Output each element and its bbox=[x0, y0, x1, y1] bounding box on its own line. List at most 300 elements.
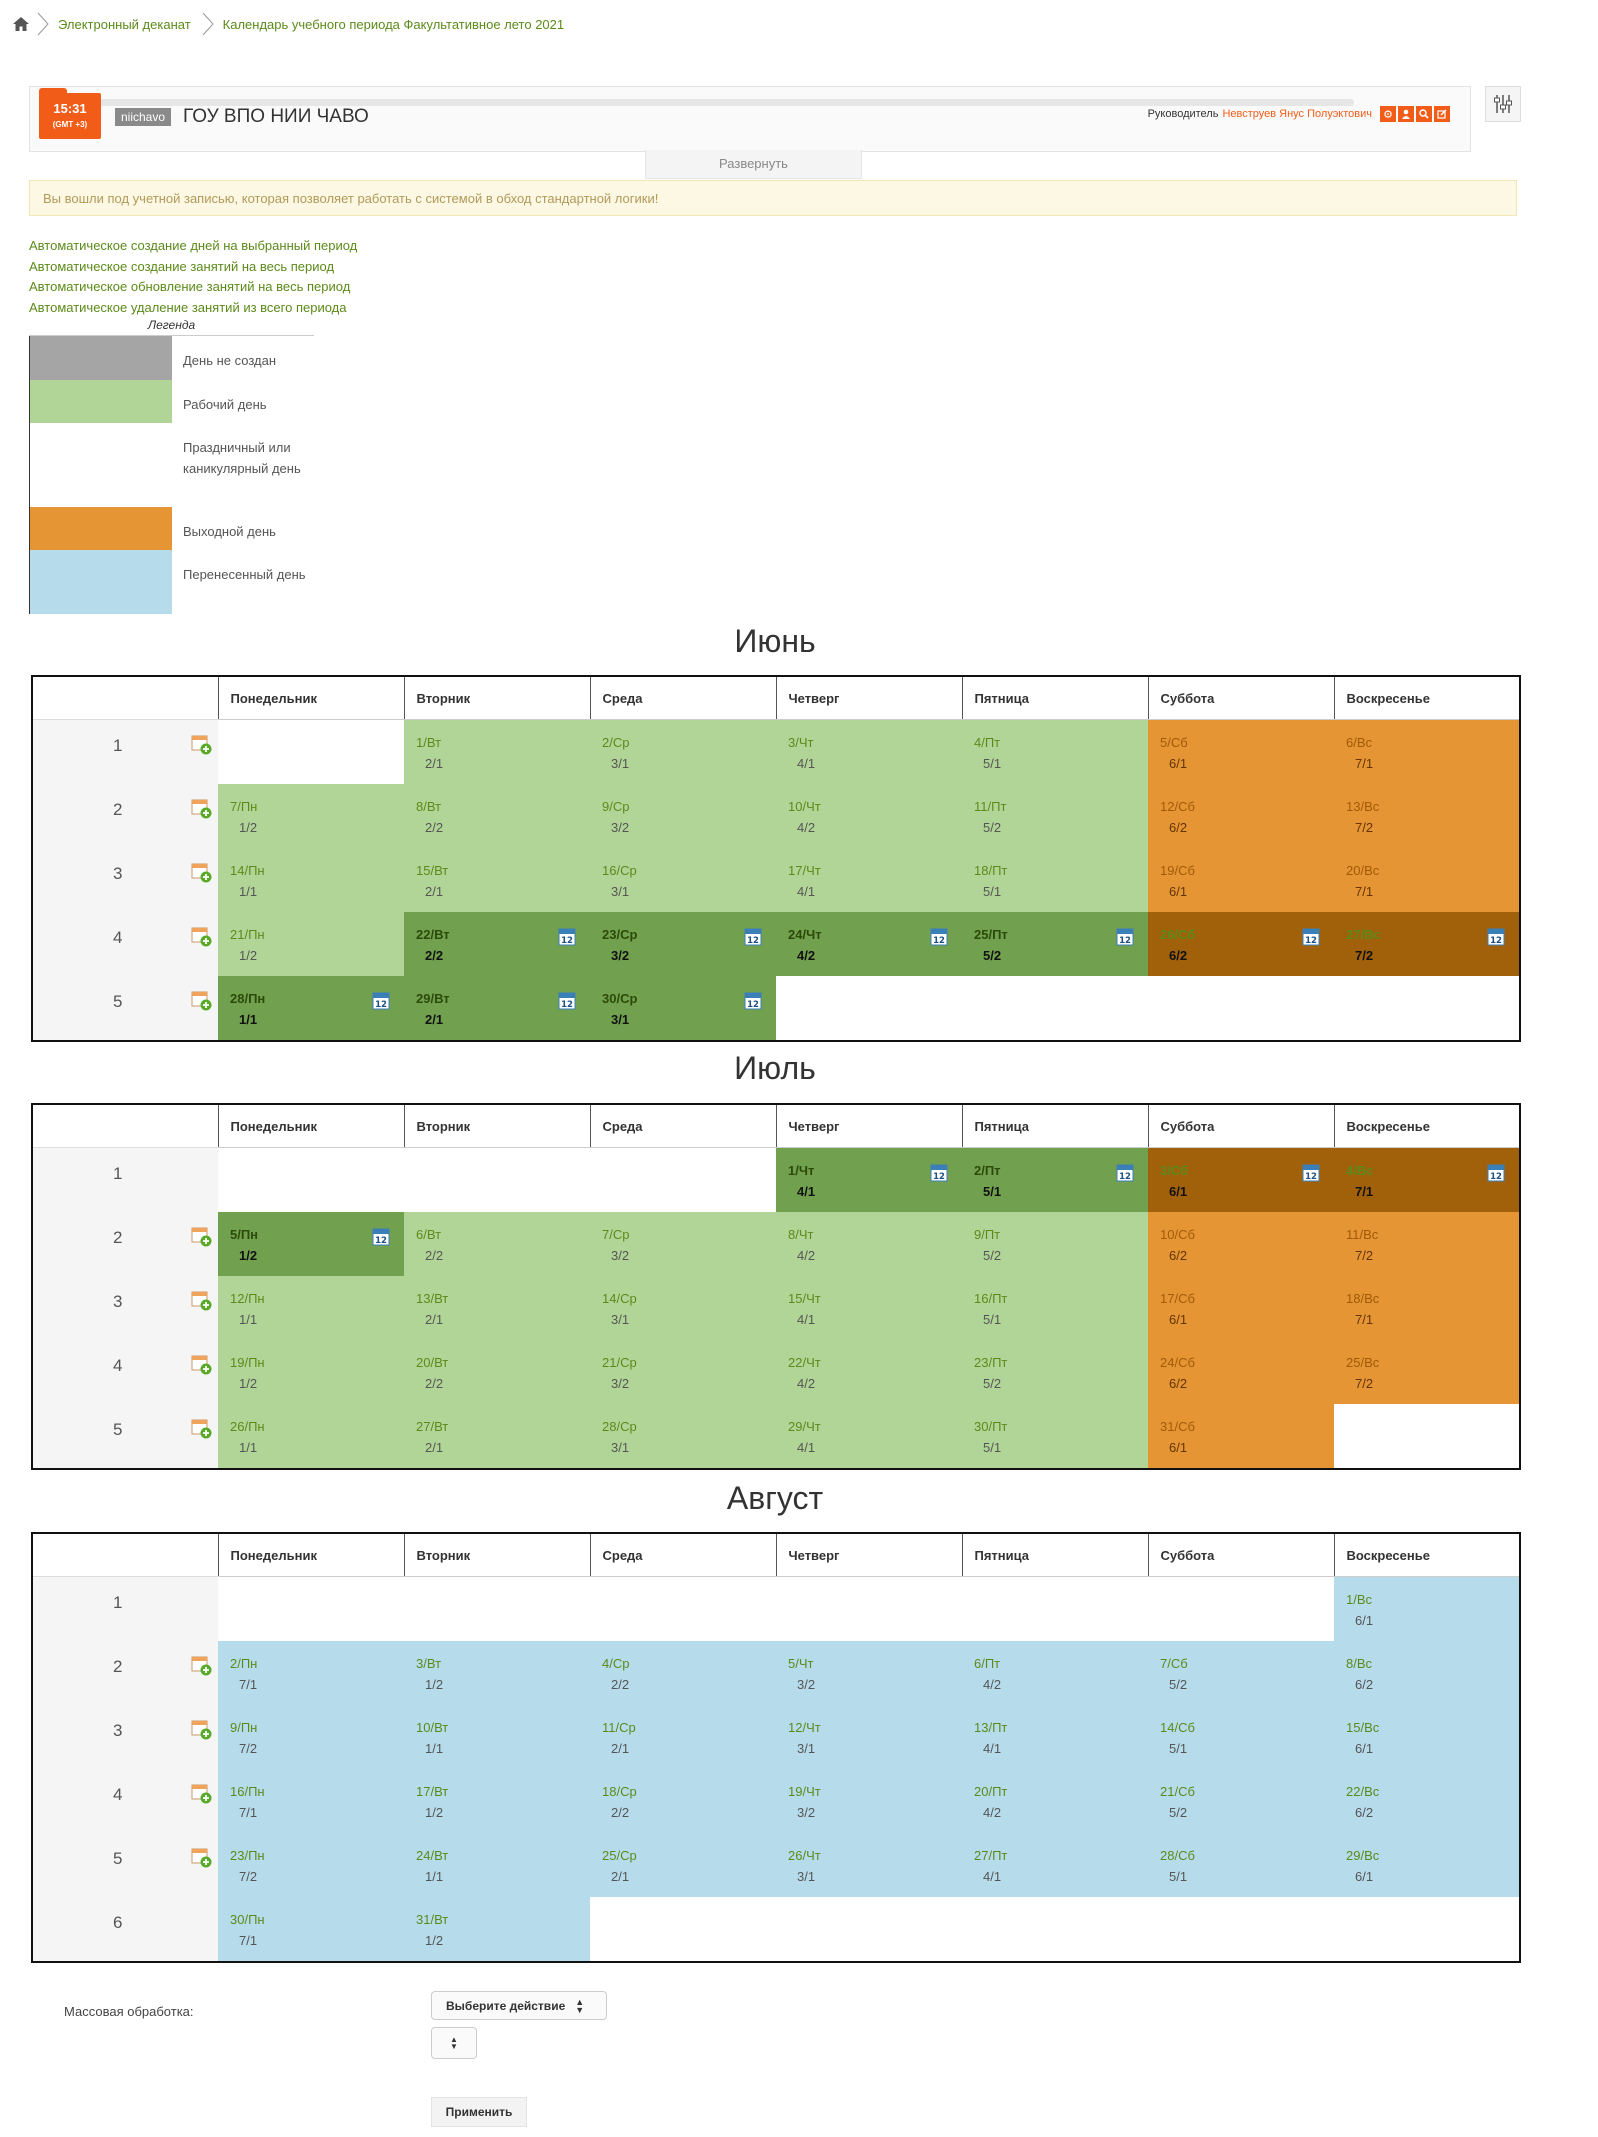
org-name: ГОУ ВПО НИИ ЧАВО bbox=[183, 106, 369, 127]
day-cell[interactable] bbox=[404, 1833, 590, 1897]
day-cell[interactable] bbox=[1148, 1212, 1334, 1276]
day-cell[interactable] bbox=[962, 1833, 1148, 1897]
day-cell[interactable] bbox=[218, 1705, 404, 1769]
day-cell[interactable] bbox=[776, 1641, 962, 1705]
day-date[interactable]: 11/Вс bbox=[1346, 1227, 1379, 1242]
add-day-icon[interactable] bbox=[191, 1418, 213, 1440]
day-cell[interactable] bbox=[776, 1340, 962, 1404]
day-cell[interactable] bbox=[1148, 1705, 1334, 1769]
calendar-icon[interactable] bbox=[558, 990, 576, 1010]
day-week-info: 3/2 bbox=[611, 1376, 630, 1391]
day-week-info: 4/1 bbox=[797, 1184, 816, 1199]
calendar-icon[interactable] bbox=[558, 926, 576, 946]
day-date[interactable]: 23/Пн bbox=[230, 1848, 265, 1863]
day-date[interactable]: 19/Сб bbox=[1160, 863, 1195, 878]
day-cell[interactable] bbox=[404, 848, 590, 912]
add-day-icon[interactable] bbox=[191, 926, 213, 948]
day-week-info: 7/1 bbox=[1355, 1184, 1374, 1199]
day-week-info: 3/2 bbox=[611, 1248, 630, 1263]
day-cell[interactable] bbox=[776, 1212, 962, 1276]
manager-name-link[interactable]: Невструев Янус Полуэктович bbox=[1222, 108, 1372, 120]
day-cell[interactable] bbox=[1334, 1833, 1520, 1897]
day-cell[interactable] bbox=[776, 1705, 962, 1769]
day-date[interactable]: 17/Вт bbox=[416, 1784, 449, 1799]
day-cell[interactable] bbox=[1334, 1705, 1520, 1769]
day-cell[interactable] bbox=[590, 1705, 776, 1769]
day-cell[interactable] bbox=[1148, 1769, 1334, 1833]
day-date[interactable]: 12/Сб bbox=[1160, 799, 1195, 814]
day-date[interactable]: 2/Ср bbox=[602, 735, 630, 750]
weekday-header: Среда bbox=[590, 1533, 776, 1577]
day-week-info: 4/2 bbox=[983, 1677, 1002, 1692]
day-week-info: 3/2 bbox=[611, 820, 630, 835]
day-date[interactable]: 27/Вс bbox=[1346, 927, 1381, 942]
day-date[interactable]: 11/Ср bbox=[602, 1720, 636, 1735]
day-cell[interactable] bbox=[218, 1276, 404, 1340]
calendar-icon[interactable] bbox=[1116, 926, 1134, 946]
day-week-info: 1/1 bbox=[239, 884, 258, 899]
day-date[interactable]: 4/Ср bbox=[602, 1656, 630, 1671]
week-row bbox=[32, 1705, 1520, 1769]
day-cell[interactable] bbox=[404, 1340, 590, 1404]
day-date[interactable]: 28/Пн bbox=[230, 991, 266, 1006]
day-cell[interactable] bbox=[962, 1769, 1148, 1833]
day-date[interactable]: 1/Вт bbox=[416, 735, 442, 750]
day-cell[interactable] bbox=[404, 1769, 590, 1833]
calendar-icon[interactable] bbox=[930, 926, 948, 946]
add-day-icon[interactable] bbox=[191, 1783, 213, 1805]
calendar-icon[interactable] bbox=[1487, 1162, 1505, 1182]
apply-button[interactable]: Применить bbox=[431, 2097, 527, 2127]
week-cell bbox=[32, 848, 218, 912]
day-cell[interactable] bbox=[776, 1833, 962, 1897]
add-day-icon[interactable] bbox=[191, 734, 213, 756]
day-cell[interactable] bbox=[776, 720, 962, 785]
day-cell[interactable] bbox=[218, 1833, 404, 1897]
day-week-info: 4/1 bbox=[797, 1312, 816, 1327]
week-number: 4 bbox=[113, 928, 123, 947]
day-cell[interactable] bbox=[962, 1212, 1148, 1276]
day-date[interactable]: 27/Вт bbox=[416, 1419, 449, 1434]
day-cell[interactable] bbox=[1334, 784, 1520, 848]
week-header-cell bbox=[32, 676, 218, 720]
day-cell[interactable] bbox=[218, 1641, 404, 1705]
day-week-info: 2/2 bbox=[425, 1376, 444, 1391]
week-cell bbox=[32, 720, 218, 785]
day-cell[interactable] bbox=[962, 1340, 1148, 1404]
weekday-header: Пятница bbox=[962, 1104, 1148, 1148]
day-cell[interactable] bbox=[404, 784, 590, 848]
add-day-icon[interactable] bbox=[191, 1226, 213, 1248]
day-date[interactable]: 6/Пт bbox=[974, 1656, 1001, 1671]
day-date[interactable]: 21/Ср bbox=[602, 1355, 637, 1370]
day-cell[interactable] bbox=[404, 720, 590, 785]
day-cell[interactable] bbox=[962, 1641, 1148, 1705]
day-date[interactable]: 27/Пт bbox=[974, 1848, 1008, 1863]
day-date[interactable]: 6/Вт bbox=[416, 1227, 442, 1242]
day-date[interactable]: 29/Чт bbox=[788, 1419, 821, 1434]
day-cell[interactable] bbox=[1334, 848, 1520, 912]
week-cell bbox=[32, 912, 218, 976]
calendar-icon[interactable] bbox=[1302, 1162, 1320, 1182]
day-date[interactable]: 3/Сб bbox=[1160, 1163, 1189, 1178]
day-cell[interactable] bbox=[1334, 1769, 1520, 1833]
chevron-right-icon bbox=[201, 12, 215, 36]
day-cell[interactable] bbox=[590, 1276, 776, 1340]
day-date[interactable]: 9/Ср bbox=[602, 799, 630, 814]
day-cell[interactable] bbox=[1148, 1276, 1334, 1340]
day-cell[interactable] bbox=[590, 1769, 776, 1833]
day-cell[interactable] bbox=[1148, 1833, 1334, 1897]
day-cell[interactable] bbox=[1148, 1340, 1334, 1404]
svg-text:12: 12 bbox=[375, 1236, 387, 1246]
week-number: 1 bbox=[113, 736, 123, 755]
day-date[interactable]: 3/Вт bbox=[416, 1656, 442, 1671]
weekday-header: Понедельник bbox=[218, 1533, 404, 1577]
day-cell[interactable] bbox=[962, 1404, 1148, 1469]
day-date[interactable]: 12/Чт bbox=[788, 1720, 821, 1735]
day-cell[interactable] bbox=[590, 1641, 776, 1705]
day-cell[interactable] bbox=[590, 976, 776, 1041]
day-date[interactable]: 30/Пт bbox=[974, 1419, 1008, 1434]
day-date[interactable]: 21/Пн bbox=[230, 927, 265, 942]
day-date[interactable]: 16/Пт bbox=[974, 1291, 1008, 1306]
empty-day-cell bbox=[1334, 1404, 1520, 1469]
day-cell[interactable] bbox=[776, 1276, 962, 1340]
day-cell[interactable] bbox=[218, 1212, 404, 1276]
search-icon[interactable] bbox=[1416, 106, 1432, 122]
day-date[interactable]: 9/Пн bbox=[230, 1720, 258, 1735]
clock-time: 15:31 bbox=[53, 101, 87, 116]
day-date[interactable]: 13/Вт bbox=[416, 1291, 449, 1306]
day-cell[interactable] bbox=[404, 1404, 590, 1469]
day-week-info: 2/2 bbox=[425, 820, 444, 835]
day-week-info: 4/1 bbox=[797, 1440, 816, 1455]
day-date[interactable]: 10/Чт bbox=[788, 799, 821, 814]
expand-tab[interactable]: Развернуть bbox=[645, 150, 862, 179]
day-week-info: 5/2 bbox=[983, 1376, 1002, 1391]
day-cell[interactable] bbox=[776, 912, 962, 976]
gear-icon[interactable]: ⚙ bbox=[1380, 106, 1396, 122]
day-date[interactable]: 5/Пн bbox=[230, 1227, 259, 1242]
day-week-info: 3/1 bbox=[611, 1312, 630, 1327]
day-cell[interactable] bbox=[218, 976, 404, 1041]
svg-text:12: 12 bbox=[1490, 936, 1502, 946]
svg-text:12: 12 bbox=[1305, 1172, 1317, 1182]
home-icon[interactable] bbox=[8, 12, 34, 36]
empty-day-cell bbox=[218, 1148, 404, 1213]
add-day-icon[interactable] bbox=[191, 1354, 213, 1376]
day-date[interactable]: 30/Пн bbox=[230, 1912, 265, 1927]
day-date[interactable]: 20/Пт bbox=[974, 1784, 1008, 1799]
day-date[interactable]: 17/Чт bbox=[788, 863, 821, 878]
add-day-icon[interactable] bbox=[191, 1290, 213, 1312]
day-date[interactable]: 3/Чт bbox=[788, 735, 814, 750]
day-date[interactable]: 7/Сб bbox=[1160, 1656, 1188, 1671]
day-date[interactable]: 4/Пт bbox=[974, 735, 1001, 750]
day-date[interactable]: 8/Вс bbox=[1346, 1656, 1373, 1671]
day-cell[interactable] bbox=[590, 720, 776, 785]
day-cell[interactable] bbox=[962, 720, 1148, 785]
action-select[interactable] bbox=[431, 1991, 607, 2020]
day-date[interactable]: 13/Вс bbox=[1346, 799, 1380, 814]
day-cell[interactable] bbox=[1334, 720, 1520, 785]
calendar-icon[interactable] bbox=[1302, 926, 1320, 946]
day-week-info: 7/1 bbox=[239, 1677, 258, 1692]
day-cell[interactable] bbox=[404, 1897, 590, 1962]
day-week-info: 3/1 bbox=[611, 884, 630, 899]
week-row bbox=[32, 976, 1520, 1041]
calendar-icon[interactable] bbox=[1116, 1162, 1134, 1182]
day-date[interactable]: 30/Ср bbox=[602, 991, 638, 1006]
empty-day-cell bbox=[962, 1897, 1148, 1962]
day-week-info: 2/1 bbox=[425, 1012, 444, 1027]
calendar-icon[interactable] bbox=[372, 1226, 390, 1246]
calendar-icon[interactable] bbox=[744, 990, 762, 1010]
day-week-info: 4/2 bbox=[797, 1376, 816, 1391]
day-cell[interactable] bbox=[404, 912, 590, 976]
day-date[interactable]: 28/Ср bbox=[602, 1419, 637, 1434]
day-cell[interactable] bbox=[962, 1148, 1148, 1213]
day-week-info: 3/1 bbox=[611, 1440, 630, 1455]
day-cell[interactable] bbox=[1148, 784, 1334, 848]
weekday-header: Понедельник bbox=[218, 676, 404, 720]
day-date[interactable]: 26/Пн bbox=[230, 1419, 265, 1434]
day-cell[interactable] bbox=[1148, 1404, 1334, 1469]
svg-text:12: 12 bbox=[561, 936, 573, 946]
day-cell[interactable] bbox=[962, 848, 1148, 912]
day-cell[interactable] bbox=[1148, 848, 1334, 912]
edit-icon[interactable] bbox=[1434, 106, 1450, 122]
day-date[interactable]: 23/Ср bbox=[602, 927, 638, 942]
secondary-select[interactable] bbox=[431, 2027, 477, 2059]
day-week-info: 7/2 bbox=[1355, 948, 1374, 963]
day-date[interactable]: 9/Пт bbox=[974, 1227, 1001, 1242]
day-cell[interactable] bbox=[218, 1340, 404, 1404]
day-cell[interactable] bbox=[404, 1705, 590, 1769]
week-number: 3 bbox=[113, 1292, 123, 1311]
day-cell[interactable] bbox=[404, 976, 590, 1041]
day-date[interactable]: 2/Пн bbox=[230, 1656, 258, 1671]
add-day-icon[interactable] bbox=[191, 798, 213, 820]
day-date[interactable]: 19/Пн bbox=[230, 1355, 265, 1370]
day-week-info: 6/2 bbox=[1169, 1376, 1188, 1391]
add-day-icon[interactable] bbox=[191, 1719, 213, 1741]
day-cell[interactable] bbox=[590, 1833, 776, 1897]
day-date[interactable]: 1/Чт bbox=[788, 1163, 815, 1178]
legend-swatch bbox=[29, 550, 172, 614]
day-date[interactable]: 18/Ср bbox=[602, 1784, 637, 1799]
day-date[interactable]: 25/Ср bbox=[602, 1848, 637, 1863]
day-date[interactable]: 22/Чт bbox=[788, 1355, 821, 1370]
calendar-icon[interactable] bbox=[744, 926, 762, 946]
action-link-create-lessons[interactable]: Автоматическое создание занятий на весь период bbox=[29, 258, 335, 274]
day-cell[interactable] bbox=[590, 1340, 776, 1404]
day-date[interactable]: 10/Сб bbox=[1160, 1227, 1195, 1242]
day-date[interactable]: 23/Пт bbox=[974, 1355, 1008, 1370]
weekday-header: Пятница bbox=[962, 1533, 1148, 1577]
day-date[interactable]: 6/Вс bbox=[1346, 735, 1373, 750]
add-day-icon[interactable] bbox=[191, 1655, 213, 1677]
day-cell[interactable] bbox=[1334, 1148, 1520, 1213]
day-date[interactable]: 11/Пт bbox=[974, 799, 1007, 814]
day-cell[interactable] bbox=[404, 1276, 590, 1340]
day-week-info: 2/1 bbox=[611, 1869, 630, 1884]
calendar-icon[interactable] bbox=[930, 1162, 948, 1182]
day-cell[interactable] bbox=[1334, 912, 1520, 976]
day-date[interactable]: 25/Пт bbox=[974, 927, 1008, 942]
day-date[interactable]: 2/Пт bbox=[974, 1163, 1001, 1178]
day-date[interactable]: 15/Вт bbox=[416, 863, 449, 878]
day-cell[interactable] bbox=[1334, 1641, 1520, 1705]
svg-text:12: 12 bbox=[747, 936, 759, 946]
day-week-info: 1/1 bbox=[425, 1741, 444, 1756]
empty-day-cell bbox=[218, 1577, 404, 1642]
day-date[interactable]: 16/Пн bbox=[230, 1784, 265, 1799]
day-date[interactable]: 13/Пт bbox=[974, 1720, 1008, 1735]
day-cell[interactable] bbox=[404, 1212, 590, 1276]
day-date[interactable]: 15/Вс bbox=[1346, 1720, 1380, 1735]
day-date[interactable]: 14/Пн bbox=[230, 863, 265, 878]
empty-day-cell bbox=[1148, 976, 1334, 1041]
day-cell[interactable] bbox=[962, 912, 1148, 976]
day-date[interactable]: 25/Вс bbox=[1346, 1355, 1380, 1370]
filter-settings-icon[interactable] bbox=[1485, 86, 1521, 122]
day-cell[interactable] bbox=[218, 1897, 404, 1962]
legend-item bbox=[29, 550, 314, 614]
day-cell[interactable] bbox=[1148, 1148, 1334, 1213]
day-cell[interactable] bbox=[218, 1769, 404, 1833]
day-date[interactable]: 29/Вт bbox=[416, 991, 450, 1006]
day-week-info: 5/1 bbox=[983, 756, 1002, 771]
day-date[interactable]: 8/Вт bbox=[416, 799, 442, 814]
day-date[interactable]: 22/Вс bbox=[1346, 1784, 1380, 1799]
day-cell[interactable] bbox=[776, 1769, 962, 1833]
day-date[interactable]: 1/Вс bbox=[1346, 1592, 1373, 1607]
day-cell[interactable] bbox=[404, 1641, 590, 1705]
day-cell[interactable] bbox=[962, 784, 1148, 848]
day-date[interactable]: 31/Вт bbox=[416, 1912, 449, 1927]
day-cell[interactable] bbox=[776, 1148, 962, 1213]
day-cell[interactable] bbox=[218, 912, 404, 976]
day-cell[interactable] bbox=[218, 1404, 404, 1469]
day-date[interactable]: 24/Сб bbox=[1160, 1355, 1195, 1370]
weekday-header: Суббота bbox=[1148, 1533, 1334, 1577]
day-cell[interactable] bbox=[590, 784, 776, 848]
day-date[interactable]: 8/Чт bbox=[788, 1227, 814, 1242]
legend-swatch bbox=[29, 380, 172, 423]
day-cell[interactable] bbox=[962, 1705, 1148, 1769]
day-cell[interactable] bbox=[590, 1404, 776, 1469]
week-row bbox=[32, 1212, 1520, 1276]
day-cell[interactable] bbox=[962, 1276, 1148, 1340]
calendar-icon[interactable] bbox=[372, 990, 390, 1010]
day-cell[interactable] bbox=[1334, 1276, 1520, 1340]
week-row bbox=[32, 1897, 1520, 1962]
add-day-icon[interactable] bbox=[191, 1847, 213, 1869]
week-row bbox=[32, 784, 1520, 848]
week-number: 2 bbox=[113, 1228, 123, 1247]
day-date[interactable]: 7/Ср bbox=[602, 1227, 630, 1242]
day-date[interactable]: 18/Вс bbox=[1346, 1291, 1380, 1306]
day-week-info: 4/2 bbox=[983, 1805, 1002, 1820]
day-cell[interactable] bbox=[1148, 912, 1334, 976]
day-date[interactable]: 10/Вт bbox=[416, 1720, 449, 1735]
day-cell[interactable] bbox=[776, 784, 962, 848]
day-cell[interactable] bbox=[590, 1212, 776, 1276]
day-cell[interactable] bbox=[1334, 1340, 1520, 1404]
day-date[interactable]: 5/Сб bbox=[1160, 735, 1188, 750]
add-day-icon[interactable] bbox=[191, 990, 213, 1012]
day-date[interactable]: 18/Пт bbox=[974, 863, 1008, 878]
week-number: 3 bbox=[113, 1721, 123, 1740]
day-date[interactable]: 21/Сб bbox=[1160, 1784, 1195, 1799]
day-date[interactable]: 26/Сб bbox=[1160, 927, 1196, 942]
user-icon[interactable] bbox=[1398, 106, 1414, 122]
day-cell[interactable] bbox=[218, 848, 404, 912]
day-week-info: 5/1 bbox=[983, 884, 1002, 899]
action-link-update-lessons[interactable]: Автоматическое обновление занятий на весь период bbox=[29, 279, 351, 294]
day-date[interactable]: 16/Ср bbox=[602, 863, 637, 878]
week-number: 5 bbox=[113, 992, 123, 1011]
day-week-info: 3/2 bbox=[797, 1805, 816, 1820]
day-cell[interactable] bbox=[218, 784, 404, 848]
day-date[interactable]: 20/Вт bbox=[416, 1355, 449, 1370]
day-cell[interactable] bbox=[1334, 1212, 1520, 1276]
day-week-info: 5/1 bbox=[1169, 1741, 1188, 1756]
day-date[interactable]: 17/Сб bbox=[1160, 1291, 1195, 1306]
day-date[interactable]: 5/Чт bbox=[788, 1656, 814, 1671]
day-date[interactable]: 24/Чт bbox=[788, 927, 822, 942]
action-link-delete-lessons[interactable]: Автоматическое удаление занятий из всего периода bbox=[29, 299, 347, 315]
day-date[interactable]: 20/Вс bbox=[1346, 863, 1380, 878]
day-cell[interactable] bbox=[1148, 720, 1334, 785]
day-date[interactable]: 22/Вт bbox=[416, 927, 450, 942]
calendar-icon[interactable] bbox=[1487, 926, 1505, 946]
day-date[interactable]: 12/Пн bbox=[230, 1291, 265, 1306]
clock-timezone: (GMT +3) bbox=[52, 120, 88, 129]
day-date[interactable]: 15/Чт bbox=[788, 1291, 821, 1306]
day-cell[interactable] bbox=[1148, 1641, 1334, 1705]
weekday-header: Четверг bbox=[776, 1104, 962, 1148]
day-date[interactable]: 28/Сб bbox=[1160, 1848, 1195, 1863]
action-link-create-days[interactable]: Автоматическое создание дней на выбранный период bbox=[29, 238, 358, 253]
legend-label: Рабочий день bbox=[183, 397, 267, 412]
day-date[interactable]: 7/Пн bbox=[230, 799, 258, 814]
day-cell[interactable] bbox=[590, 912, 776, 976]
day-date[interactable]: 14/Ср bbox=[602, 1291, 637, 1306]
empty-day-cell bbox=[218, 720, 404, 785]
breadcrumb-link-dean[interactable]: Электронный деканат bbox=[58, 16, 191, 32]
day-date[interactable]: 4/Вс bbox=[1346, 1163, 1374, 1178]
day-date[interactable]: 31/Сб bbox=[1160, 1419, 1195, 1434]
day-week-info: 7/1 bbox=[1355, 884, 1374, 899]
day-date[interactable]: 14/Сб bbox=[1160, 1720, 1195, 1735]
day-cell[interactable] bbox=[1334, 1577, 1520, 1642]
breadcrumb-link-calendar[interactable]: Календарь учебного периода Факультативное лето 2021 bbox=[222, 16, 565, 32]
day-week-info: 3/1 bbox=[611, 1012, 630, 1027]
legend-swatch bbox=[29, 336, 172, 380]
day-cell[interactable] bbox=[776, 1404, 962, 1469]
add-day-icon[interactable] bbox=[191, 862, 213, 884]
day-date[interactable]: 24/Вт bbox=[416, 1848, 449, 1863]
day-date[interactable]: 19/Чт bbox=[788, 1784, 821, 1799]
day-date[interactable]: 29/Вс bbox=[1346, 1848, 1380, 1863]
day-cell[interactable] bbox=[590, 848, 776, 912]
day-cell[interactable] bbox=[776, 848, 962, 912]
week-row bbox=[32, 912, 1520, 976]
day-date[interactable]: 26/Чт bbox=[788, 1848, 821, 1863]
